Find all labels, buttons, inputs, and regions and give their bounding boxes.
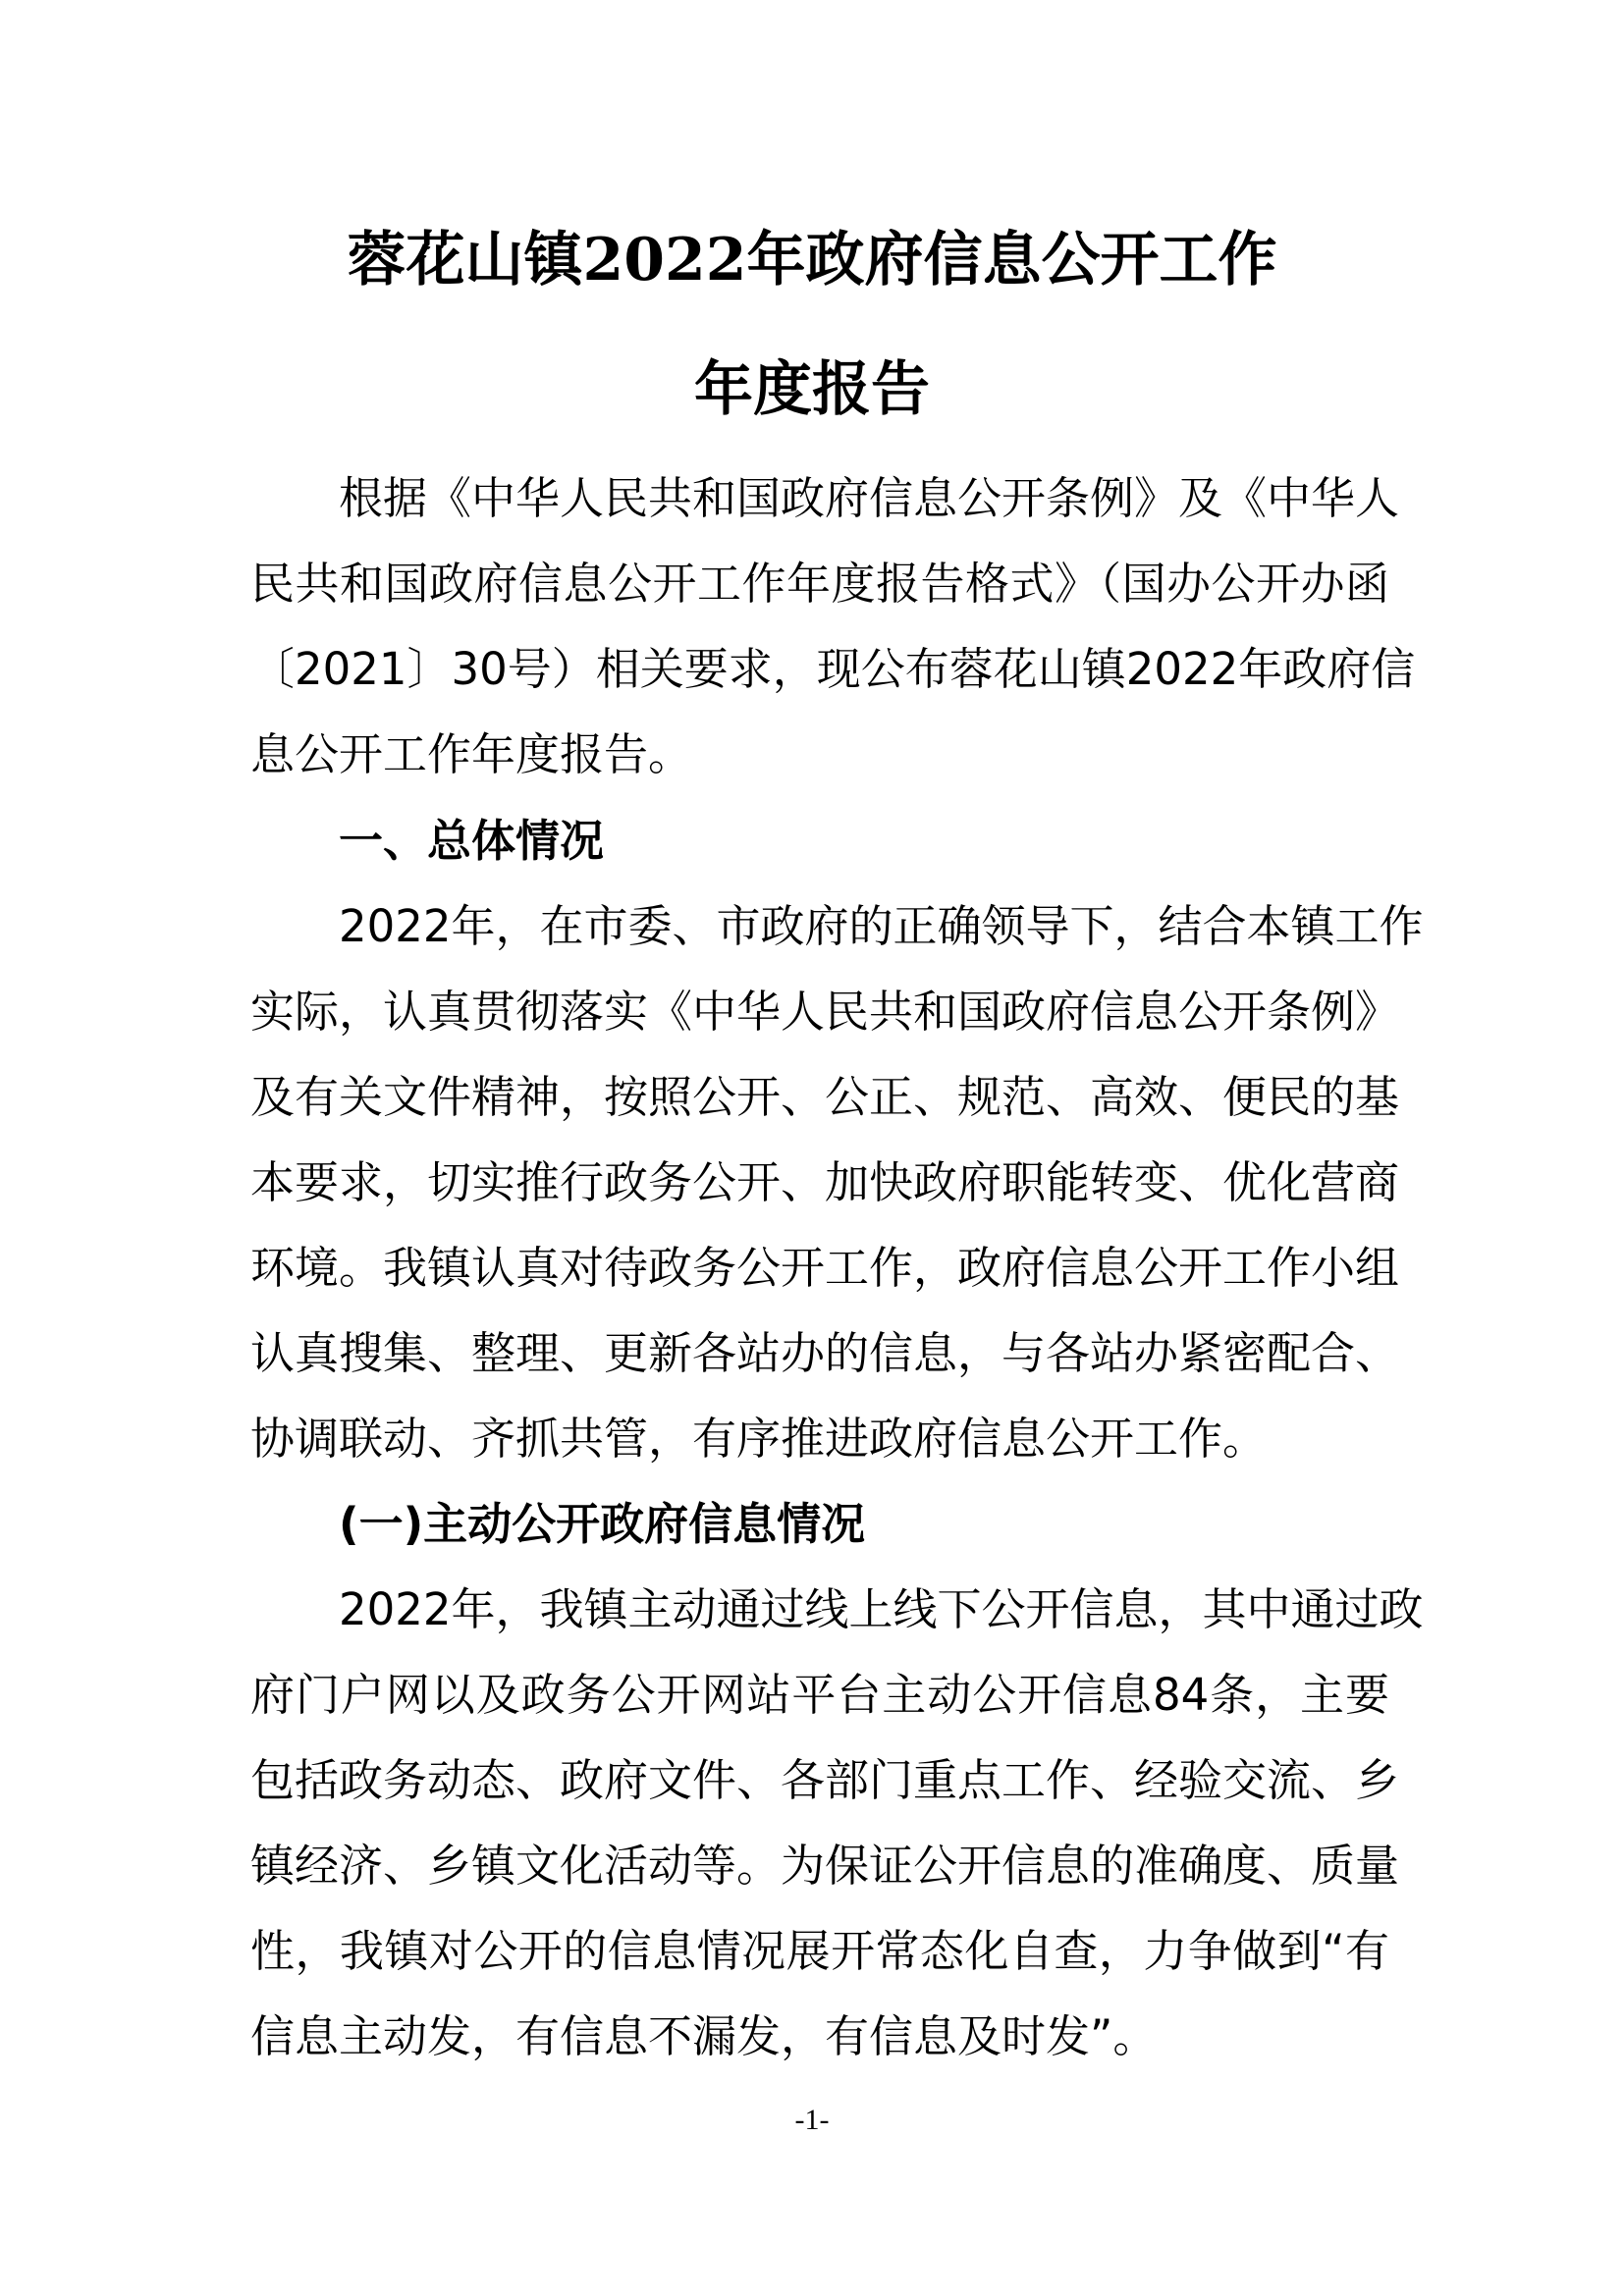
paragraph-line: 府门户网以及政务公开网站平台主动公开信息84条，主要 xyxy=(250,1669,1389,1721)
paragraph-line: 息公开工作年度报告。 xyxy=(250,728,693,780)
document-title-line-1: 蓉花山镇2022年政府信息公开工作 xyxy=(347,226,1277,294)
paragraph-line: 本要求，切实推行政务公开、加快政府职能转变、优化营商 xyxy=(250,1156,1400,1208)
paragraph-line: 镇经济、乡镇文化活动等。为保证公开信息的准确度、质量 xyxy=(250,1840,1400,1892)
paragraph-line: 2022年，我镇主动通过线上线下公开信息，其中通过政 xyxy=(339,1583,1424,1635)
paragraph-line: 根据《中华人民共和国政府信息公开条例》及《中华人 xyxy=(339,472,1400,524)
subsection-heading-proactive-disclosure: (一)主动公开政府信息情况 xyxy=(339,1498,866,1550)
paragraph-line: 及有关文件精神，按照公开、公正、规范、高效、便民的基 xyxy=(250,1071,1400,1123)
paragraph-line: 实际，认真贯彻落实《中华人民共和国政府信息公开条例》 xyxy=(250,986,1400,1038)
paragraph-line: 2022年，在市委、市政府的正确领导下，结合本镇工作 xyxy=(339,900,1424,952)
paragraph-line: 性，我镇对公开的信息情况展开常态化自查，力争做到“有 xyxy=(250,1925,1389,1977)
section-heading-overall: 一、总体情况 xyxy=(339,815,605,867)
paragraph-line: 协调联动、齐抓共管，有序推进政府信息公开工作。 xyxy=(250,1413,1268,1465)
paragraph-line: 〔2021〕30号）相关要求，现公布蓉花山镇2022年政府信 xyxy=(250,643,1416,695)
paragraph-line: 包括政务动态、政府文件、各部门重点工作、经验交流、乡 xyxy=(250,1754,1400,1806)
paragraph-line: 民共和国政府信息公开工作年度报告格式》（国办公开办函 xyxy=(250,558,1389,610)
document-title-line-2: 年度报告 xyxy=(694,355,930,424)
paragraph-line: 认真搜集、整理、更新各站办的信息，与各站办紧密配合、 xyxy=(250,1327,1400,1379)
page-number: -1- xyxy=(794,2104,830,2136)
paragraph-line: 信息主动发，有信息不漏发，有信息及时发”。 xyxy=(250,2010,1158,2062)
paragraph-line: 环境。我镇认真对待政务公开工作，政府信息公开工作小组 xyxy=(250,1242,1400,1294)
